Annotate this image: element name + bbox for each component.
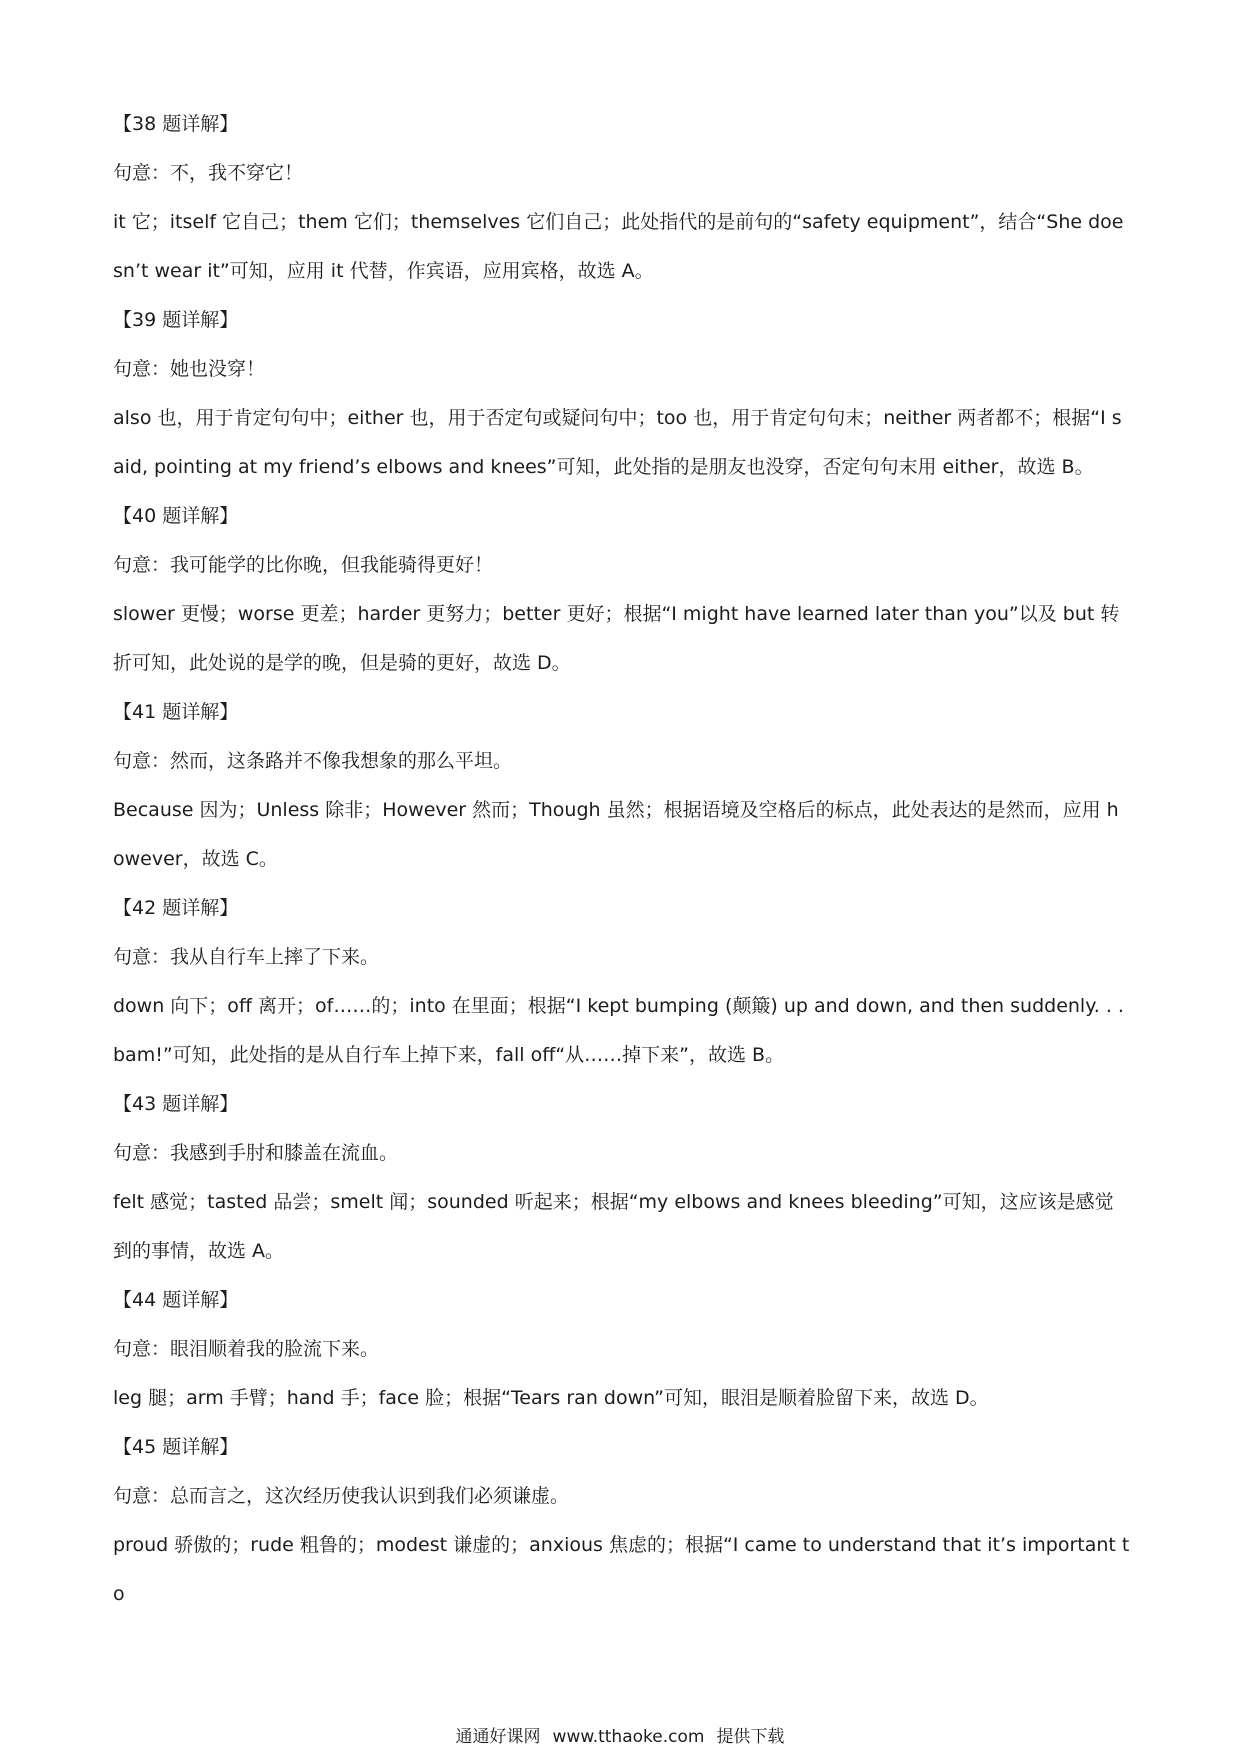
explanation-text: slower 更慢；worse 更差；harder 更努力；better 更好；根据“I might have learned later than you”以及 but 转折可知，此处说的是学的晚，但是骑的更好，故选 D。 (113, 603, 1120, 674)
explanation-section-41 (113, 688, 1130, 884)
sentence-meaning: 句意：她也没穿！ (113, 358, 266, 380)
sentence-meaning: 句意：我从自行车上摔了下来。 (113, 946, 380, 968)
section-heading: 【41 题详解】 (113, 701, 239, 723)
explanation-text: Because 因为；Unless 除非；However 然而；Though 虽然；根据语境及空格后的标点，此处表达的是然而，应用 however，故选 C。 (113, 799, 1119, 870)
section-heading: 【44 题详解】 (113, 1289, 239, 1311)
explanation-text: it 它；itself 它自己；them 它们；themselves 它们自己；此处指代的是前句的“safety equipment”，结合“She doesn’t wear it”可知，应用 it 代替，作宾语，应用宾格，故选 A。 (113, 211, 1124, 282)
footer-site-name: 通通好课网 (455, 1727, 541, 1747)
section-heading: 【42 题详解】 (113, 897, 239, 919)
explanation-text: down 向下；off 离开；of……的；into 在里面；根据“I kept bumping (颠簸) up and down, and then suddenly. . . bam!”可知，此处指的是从自行车上掉下来，fall off“从……掉下来”，故选 B。 (113, 995, 1124, 1066)
sentence-meaning: 句意：总而言之，这次经历使我认识到我们必须谦虚。 (113, 1485, 570, 1507)
explanation-section-44 (113, 1276, 1130, 1423)
explanation-section-38 (113, 100, 1130, 296)
page-footer (0, 1725, 1240, 1749)
sentence-meaning: 句意：不，我不穿它！ (113, 162, 304, 184)
section-heading: 【38 题详解】 (113, 113, 239, 135)
explanation-section-39 (113, 296, 1130, 492)
sentence-meaning: 句意：我感到手肘和膝盖在流血。 (113, 1142, 399, 1164)
section-heading: 【39 题详解】 (113, 309, 239, 331)
explanation-section-42 (113, 884, 1130, 1080)
section-heading: 【45 题详解】 (113, 1436, 239, 1458)
explanation-text: leg 腿；arm 手臂；hand 手；face 脸；根据“Tears ran down”可知，眼泪是顺着脸留下来，故选 D。 (113, 1387, 989, 1409)
section-heading: 【43 题详解】 (113, 1093, 239, 1115)
section-heading: 【40 题详解】 (113, 505, 239, 527)
explanation-section-45 (113, 1423, 1130, 1619)
explanation-section-43 (113, 1080, 1130, 1276)
sentence-meaning: 句意：然而，这条路并不像我想象的那么平坦。 (113, 750, 513, 772)
footer-url: www.tthaoke.com (552, 1727, 705, 1747)
explanation-text: proud 骄傲的；rude 粗鲁的；modest 谦虚的；anxious 焦虑的；根据“I came to understand that it’s important to (113, 1534, 1130, 1605)
sentence-meaning: 句意：我可能学的比你晚，但我能骑得更好！ (113, 554, 494, 576)
sentence-meaning: 句意：眼泪顺着我的脸流下来。 (113, 1338, 380, 1360)
footer-suffix: 提供下载 (716, 1727, 785, 1747)
answer-explanations (113, 100, 1130, 1619)
explanation-text: also 也，用于肯定句句中；either 也，用于否定句或疑问句中；too 也，用于肯定句句末；neither 两者都不；根据“I said, pointing at my friend’s elbows and knees”可知，此处指的是朋友也没穿，否定句句末用 either，故选 B。 (113, 407, 1122, 478)
explanation-text: felt 感觉；tasted 品尝；smelt 闻；sounded 听起来；根据“my elbows and knees bleeding”可知，这应该是感觉到的事情，故选 A。 (113, 1191, 1114, 1262)
explanation-section-40 (113, 492, 1130, 688)
